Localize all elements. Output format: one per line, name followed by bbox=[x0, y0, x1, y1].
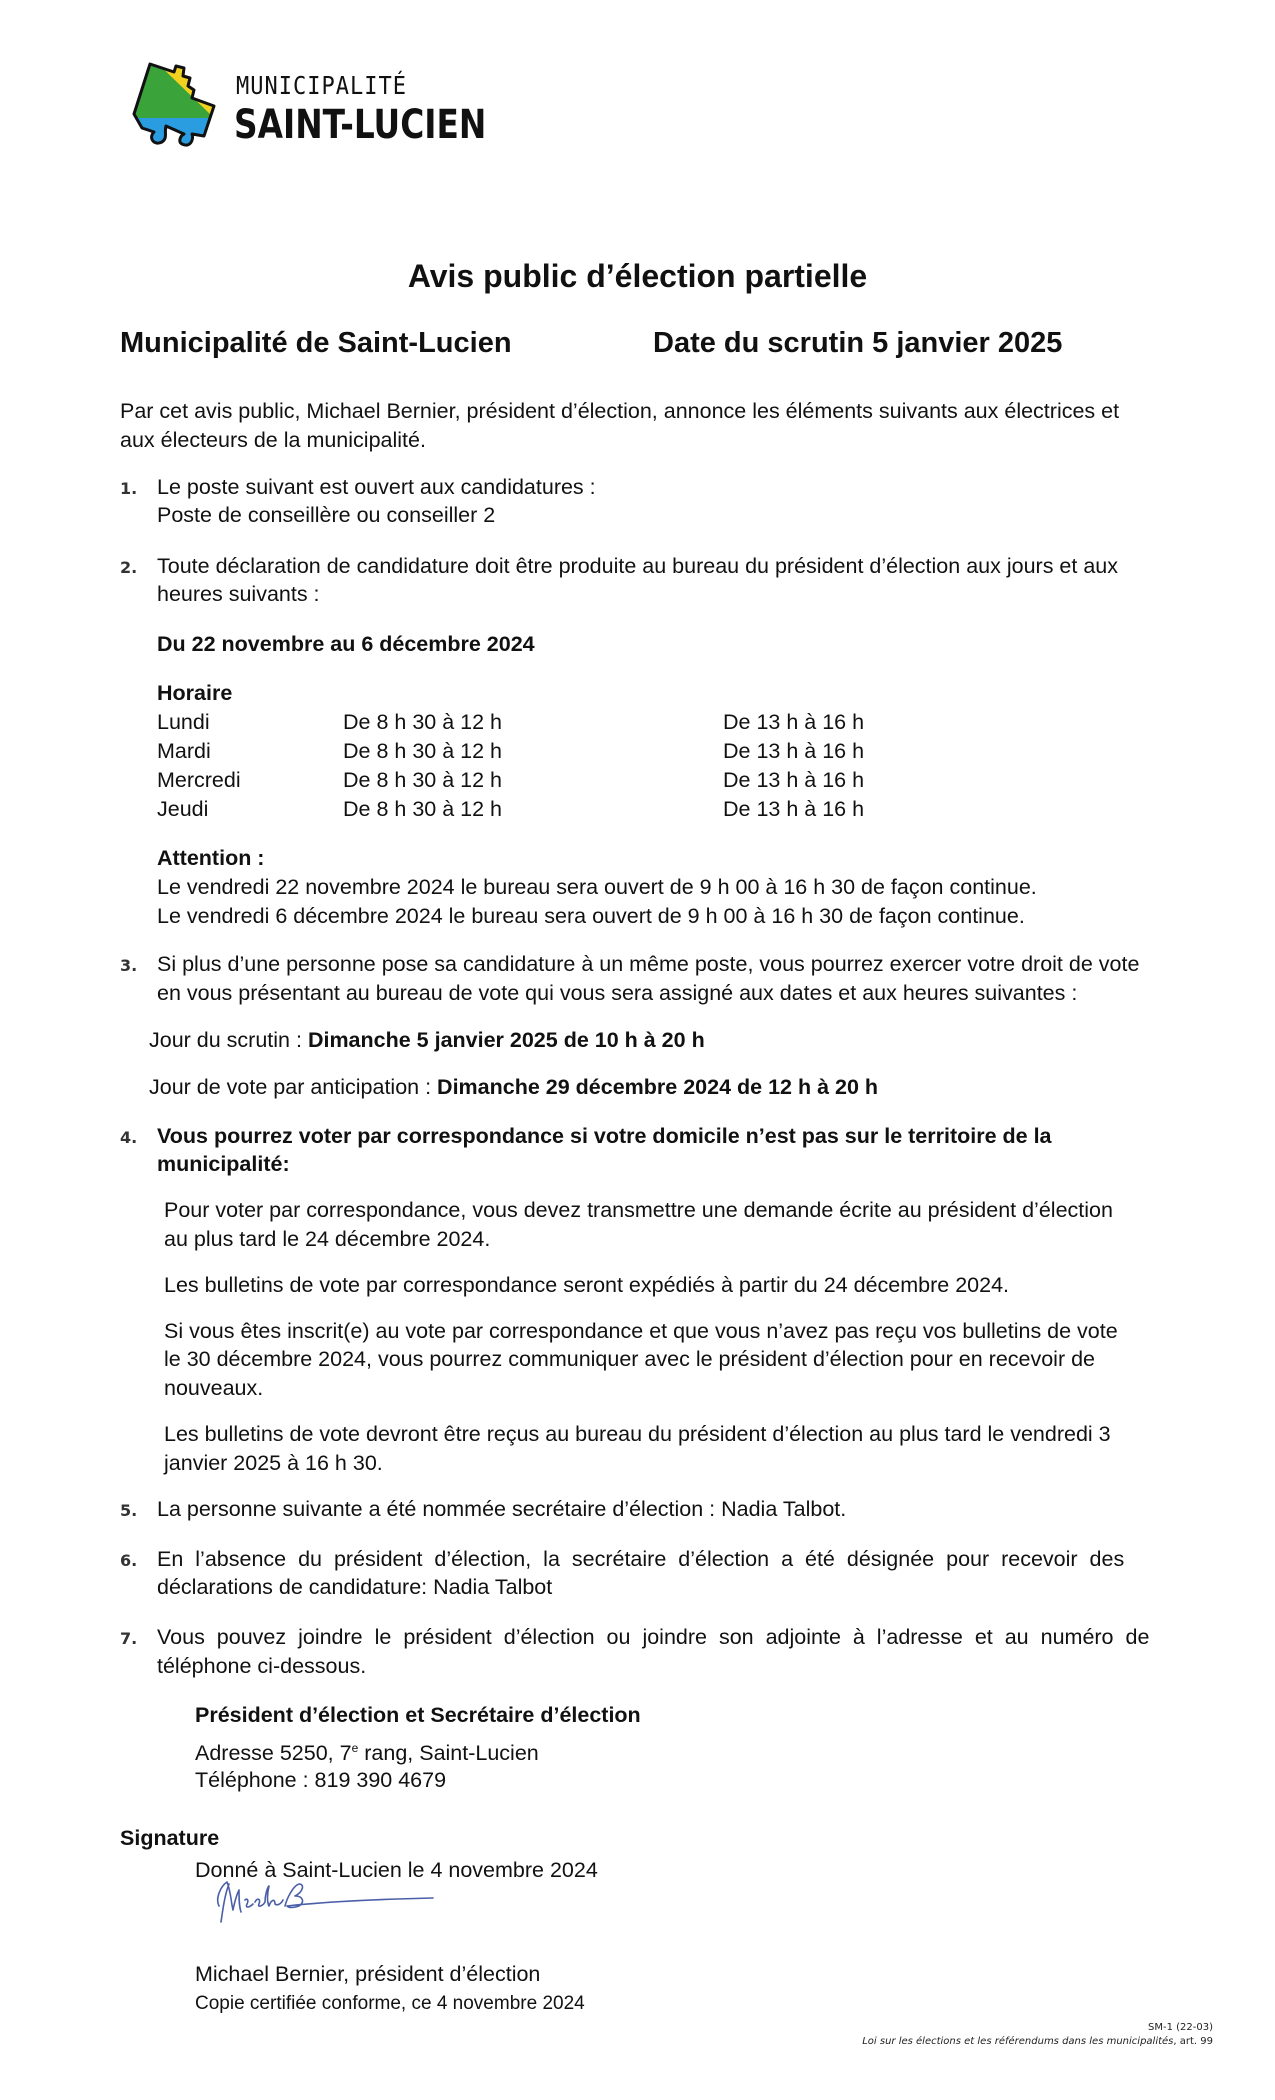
contact-heading: Président d’élection et Secrétaire d’élection bbox=[195, 1703, 641, 1727]
item-number: 3. bbox=[120, 956, 138, 975]
paragraph-line: nouveaux. bbox=[164, 1376, 264, 1400]
attention-line: Le vendredi 6 décembre 2024 le bureau sera ouvert de 9 h 00 à 16 h 30 de façon continue. bbox=[157, 904, 1025, 928]
item-text: Le poste suivant est ouvert aux candidatures : bbox=[157, 475, 596, 499]
paragraph-line: Si vous êtes inscrit(e) au vote par correspondance et que vous n’avez pas reçu vos bulletins de vote bbox=[164, 1319, 1118, 1343]
schedule-morning: De 8 h 30 à 12 h bbox=[343, 739, 502, 763]
schedule-afternoon: De 13 h à 16 h bbox=[723, 768, 865, 792]
paragraph-line: le 30 décembre 2024, vous pourrez communiquer avec le président d’élection pour en recevoir de bbox=[164, 1347, 1096, 1371]
intro-line: Par cet avis public, Michael Bernier, président d’élection, annonce les éléments suivants aux électrices et bbox=[120, 399, 1120, 423]
subtitle-election-date: Date du scrutin 5 janvier 2025 bbox=[653, 327, 1063, 359]
item-text: en vous présentant au bureau de vote qui vous sera assigné aux dates et aux heures suivantes : bbox=[157, 981, 1078, 1005]
attention-label: Attention : bbox=[157, 846, 265, 870]
item-text: Toute déclaration de candidature doit être produite au bureau du président d’élection aux jours et aux bbox=[157, 554, 1118, 578]
item-number: 6. bbox=[120, 1551, 138, 1570]
item-number: 2. bbox=[120, 558, 138, 577]
intro-line: aux électeurs de la municipalité. bbox=[120, 428, 426, 452]
schedule-day: Jeudi bbox=[157, 797, 209, 821]
item-text: heures suivants : bbox=[157, 582, 320, 606]
advance-vote-label: Jour de vote par anticipation : bbox=[149, 1075, 438, 1099]
schedule-afternoon: De 13 h à 16 h bbox=[723, 739, 865, 763]
candidacy-period: Du 22 novembre au 6 décembre 2024 bbox=[157, 632, 535, 656]
paragraph-line: Les bulletins de vote devront être reçus au bureau du président d’élection au plus tard le vendredi 3 bbox=[164, 1422, 1111, 1446]
item-text: La personne suivante a été nommée secrétaire d’élection : Nadia Talbot. bbox=[157, 1497, 847, 1521]
law-reference bbox=[862, 2036, 1213, 2047]
paragraph-line: Pour voter par correspondance, vous devez transmettre une demande écrite au président d’élection bbox=[164, 1198, 1113, 1222]
contact-phone: Téléphone : 819 390 4679 bbox=[195, 1768, 447, 1792]
schedule-morning: De 8 h 30 à 12 h bbox=[343, 797, 502, 821]
law-title: Loi sur les élections et les référendums dans les municipalités bbox=[862, 2036, 1174, 2047]
item-number: 7. bbox=[120, 1629, 138, 1648]
form-code: SM-1 (22-03) bbox=[1148, 2022, 1213, 2033]
address-prefix: Adresse 5250, 7 bbox=[195, 1741, 352, 1766]
schedule-afternoon: De 13 h à 16 h bbox=[723, 710, 865, 734]
item-text: déclarations de candidature: Nadia Talbot bbox=[157, 1575, 553, 1599]
item-number: 1. bbox=[120, 479, 138, 498]
advance-vote-day bbox=[149, 1073, 878, 1102]
vote-day-label: Jour du scrutin : bbox=[149, 1028, 308, 1052]
advance-vote-value: Dimanche 29 décembre 2024 de 12 h à 20 h bbox=[437, 1075, 879, 1099]
address-suffix: rang, Saint-Lucien bbox=[358, 1741, 539, 1766]
item-text: Si plus d’une personne pose sa candidature à un même poste, vous pourrez exercer votre droit de vote bbox=[157, 952, 1140, 976]
attention-line: Le vendredi 22 novembre 2024 le bureau sera ouvert de 9 h 00 à 16 h 30 de façon continue. bbox=[157, 875, 1037, 899]
schedule-day: Lundi bbox=[157, 710, 210, 734]
signatory-name: Michael Bernier, président d’élection bbox=[195, 1962, 541, 1986]
item-text: En l’absence du président d’élection, la secrétaire d’élection a été désignée pour recevoir des bbox=[157, 1547, 1125, 1571]
signature-label: Signature bbox=[120, 1826, 220, 1850]
item-text: Poste de conseillère ou conseiller 2 bbox=[157, 503, 496, 527]
handwritten-signature-icon bbox=[205, 1878, 445, 1926]
certified-copy: Copie certifiée conforme, ce 4 novembre 2024 bbox=[195, 1993, 585, 2014]
paragraph-line: janvier 2025 à 16 h 30. bbox=[164, 1451, 383, 1475]
item-number: 4. bbox=[120, 1128, 138, 1147]
page-title: Avis public d’élection partielle bbox=[407, 258, 868, 294]
schedule-morning: De 8 h 30 à 12 h bbox=[343, 768, 502, 792]
item-text: Vous pourrez voter par correspondance si votre domicile n’est pas sur le territoire de la bbox=[157, 1124, 1052, 1148]
vote-day bbox=[149, 1026, 705, 1055]
logo-text-saint-lucien: SAINT-LUCIEN bbox=[234, 102, 487, 148]
contact-address bbox=[195, 1734, 539, 1768]
logo-emblem-icon bbox=[122, 56, 222, 156]
address-superscript: e bbox=[351, 1741, 359, 1755]
schedule-day: Mardi bbox=[157, 739, 211, 763]
schedule-day: Mercredi bbox=[157, 768, 241, 792]
paragraph-line: Les bulletins de vote par correspondance seront expédiés à partir du 24 décembre 2024. bbox=[164, 1273, 1010, 1297]
signature-given: Donné à Saint-Lucien le 4 novembre 2024 bbox=[195, 1858, 598, 1882]
schedule-heading: Horaire bbox=[157, 681, 233, 705]
item-text: téléphone ci-dessous. bbox=[157, 1654, 367, 1678]
schedule-morning: De 8 h 30 à 12 h bbox=[343, 710, 502, 734]
paragraph-line: au plus tard le 24 décembre 2024. bbox=[164, 1227, 491, 1251]
logo-text-municipalite: MUNICIPALITÉ bbox=[236, 72, 407, 101]
item-text: municipalité: bbox=[157, 1152, 290, 1176]
vote-day-value: Dimanche 5 janvier 2025 de 10 h à 20 h bbox=[307, 1028, 705, 1052]
item-number: 5. bbox=[120, 1501, 138, 1520]
law-article: , art. 99 bbox=[1173, 2036, 1213, 2047]
item-text: Vous pouvez joindre le président d’élection ou joindre son adjointe à l’adresse et au numéro de bbox=[157, 1625, 1150, 1649]
schedule-afternoon: De 13 h à 16 h bbox=[723, 797, 865, 821]
subtitle-municipality: Municipalité de Saint-Lucien bbox=[120, 327, 512, 359]
